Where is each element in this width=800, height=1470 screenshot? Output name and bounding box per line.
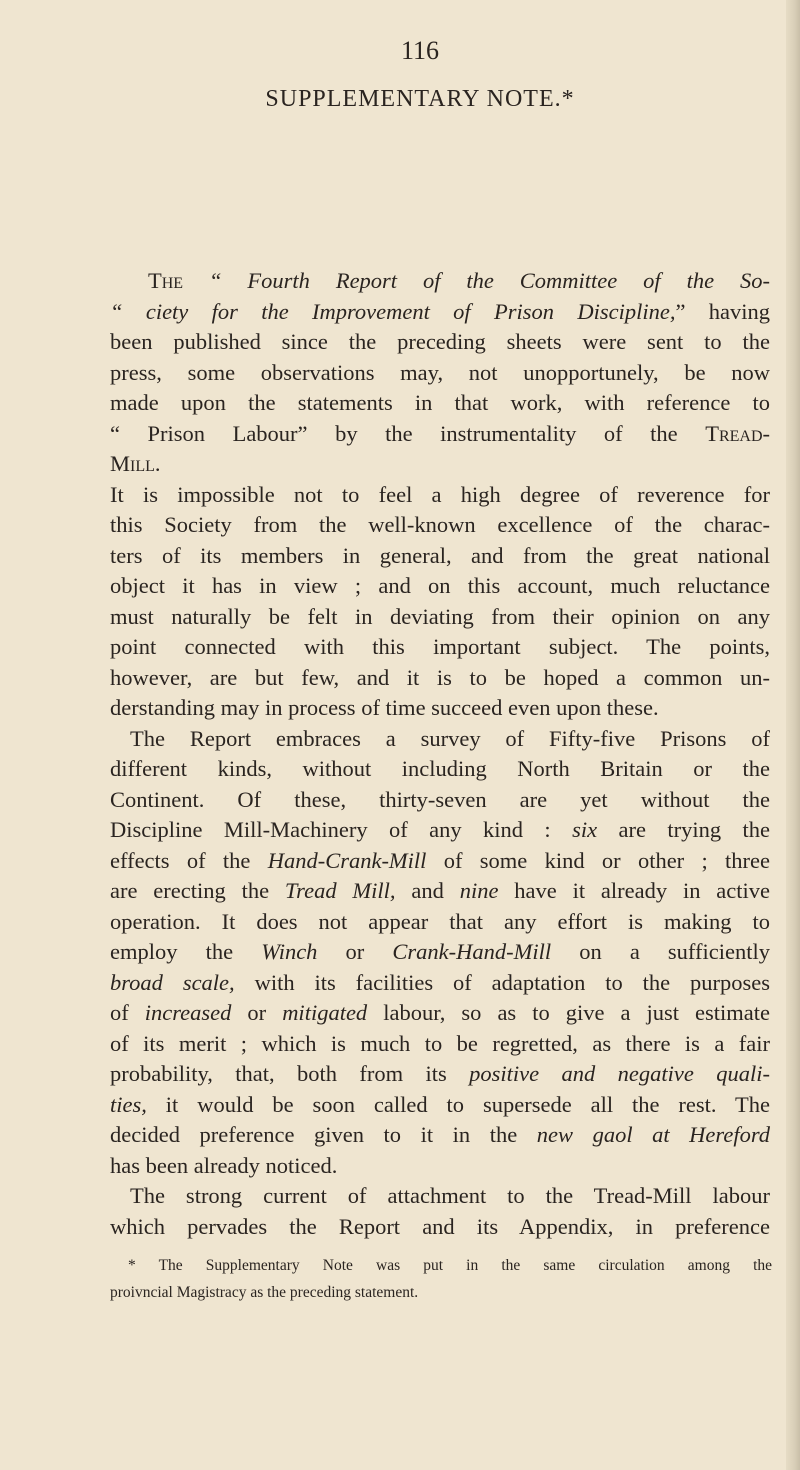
text-line xyxy=(110,876,770,907)
text-segment: or xyxy=(231,1000,283,1025)
text-segment: proivncial Magistracy as the preceding statement. xyxy=(110,1284,419,1301)
text-segment: point connected with this important subject. The points, xyxy=(110,634,770,659)
page-edge xyxy=(786,0,800,1470)
text-segment: It is impossible not to feel a high degree of reverence for xyxy=(110,481,770,507)
text-segment: decided preference given to it in the xyxy=(110,1122,537,1147)
footnote xyxy=(110,1252,772,1306)
text-segment: “ Prison Labour” by the instrumentality of the xyxy=(110,420,706,446)
text-line xyxy=(110,1059,770,1090)
text-line xyxy=(110,815,770,846)
text-segment: object it has in view ; and on this account, much reluctance xyxy=(110,573,770,598)
text-segment: The Report embraces a survey of Fifty-five Prisons of xyxy=(130,725,770,751)
text-line xyxy=(110,968,770,999)
italic-text: increased xyxy=(144,1000,232,1025)
text-line xyxy=(110,602,770,633)
text-line xyxy=(110,907,770,938)
italic-text: Crank-Hand-Mill xyxy=(392,939,552,964)
text-segment: on a sufficiently xyxy=(551,939,770,964)
section-heading: SUPPLEMENTARY NOTE.* xyxy=(265,86,575,112)
text-segment: operation. It does not appear that any effort is making to xyxy=(110,908,770,934)
text-line xyxy=(110,419,770,450)
text-line xyxy=(110,1151,770,1182)
text-line xyxy=(110,571,770,602)
text-segment: this Society from the well-known excellence of the charac- xyxy=(110,512,770,537)
text-line xyxy=(110,388,770,419)
small-caps-text: The xyxy=(148,268,209,293)
text-segment: The strong current of attachment to the Tread-Mill labour xyxy=(130,1183,770,1208)
text-segment: press, some observations may, not unopportunely, be now xyxy=(110,359,770,385)
text-segment: of its merit ; which is much to be regretted, as there is a fair xyxy=(110,1030,770,1056)
text-segment: Discipline Mill-Machinery of any kind : xyxy=(110,817,573,842)
text-line xyxy=(110,358,770,389)
text-segment: employ the xyxy=(110,939,262,964)
text-line xyxy=(110,754,770,785)
italic-text: “ Fourth Report of the Committee of the So- xyxy=(208,268,770,293)
text-segment: or xyxy=(317,939,393,964)
text-line xyxy=(110,449,770,480)
text-segment: effects of the xyxy=(110,847,268,873)
text-line xyxy=(110,510,770,541)
text-segment: and xyxy=(395,878,460,903)
text-line xyxy=(110,1029,770,1060)
italic-text: nine xyxy=(459,878,499,903)
text-segment: it would be soon called to supersede all the rest. The xyxy=(146,1091,770,1117)
text-segment: must naturally be felt in deviating from their opinion on any xyxy=(110,603,770,629)
italic-text: six xyxy=(572,817,598,842)
text-line xyxy=(110,297,770,328)
text-segment: which pervades the Report and its Appendix, in preference xyxy=(110,1213,770,1239)
text-segment: ” having xyxy=(675,298,770,324)
italic-text: mitigated xyxy=(282,1000,368,1025)
text-segment: with its facilities of adaptation to the purposes xyxy=(234,969,770,995)
text-line xyxy=(110,937,770,968)
text-line xyxy=(110,693,770,724)
italic-text: “ ciety for the Improvement of Prison Discipline, xyxy=(110,298,676,324)
italic-text: positive and negative quali- xyxy=(469,1061,770,1086)
italic-text: new gaol at Hereford xyxy=(536,1122,771,1147)
text-segment: * The Supplementary Note was put in the same circulation among the xyxy=(128,1257,772,1274)
text-line xyxy=(110,1120,770,1151)
small-caps-text: Mill. xyxy=(110,451,161,476)
text-line xyxy=(110,480,770,511)
text-line xyxy=(110,785,770,816)
text-line xyxy=(110,541,770,572)
text-segment: are trying the xyxy=(597,817,770,842)
body-text xyxy=(110,266,770,1242)
footnote-line xyxy=(110,1252,772,1279)
italic-text: Hand-Crank-Mill xyxy=(267,847,427,873)
text-line xyxy=(110,266,770,297)
text-line xyxy=(110,1090,770,1121)
text-line xyxy=(110,846,770,877)
text-line xyxy=(110,663,770,694)
page-number: 116 xyxy=(400,36,440,65)
small-caps-text: Tread- xyxy=(705,420,770,446)
text-line xyxy=(110,1212,770,1243)
text-segment: probability, that, both from its xyxy=(110,1061,470,1086)
italic-text: ties, xyxy=(110,1091,147,1117)
text-line xyxy=(110,632,770,663)
text-segment: however, are but few, and it is to be hoped a common un- xyxy=(110,664,770,690)
text-segment: has been already noticed. xyxy=(110,1152,338,1178)
italic-text: Winch xyxy=(261,939,318,964)
text-segment: are erecting the xyxy=(110,878,285,903)
footnote-line xyxy=(110,1279,772,1306)
text-segment: different kinds, without including North Britain or the xyxy=(110,756,770,781)
italic-text: Tread Mill, xyxy=(284,878,396,903)
text-segment: derstanding may in process of time succeed even upon these. xyxy=(110,695,659,720)
text-segment: of xyxy=(110,1000,145,1025)
text-segment: labour, so as to give a just estimate xyxy=(367,1000,770,1025)
text-segment: ters of its members in general, and from the great national xyxy=(110,542,770,568)
text-segment: of some kind or other ; three xyxy=(426,847,770,873)
italic-text: broad scale, xyxy=(110,969,235,995)
text-line xyxy=(110,1181,770,1212)
text-line xyxy=(110,724,770,755)
text-line xyxy=(110,998,770,1029)
text-segment: have it already in active xyxy=(498,878,770,903)
text-line xyxy=(110,327,770,358)
text-segment: been published since the preceding sheets were sent to the xyxy=(110,329,770,354)
text-segment: Continent. Of these, thirty-seven are yet without the xyxy=(110,786,770,812)
text-segment: made upon the statements in that work, with reference to xyxy=(110,390,770,415)
